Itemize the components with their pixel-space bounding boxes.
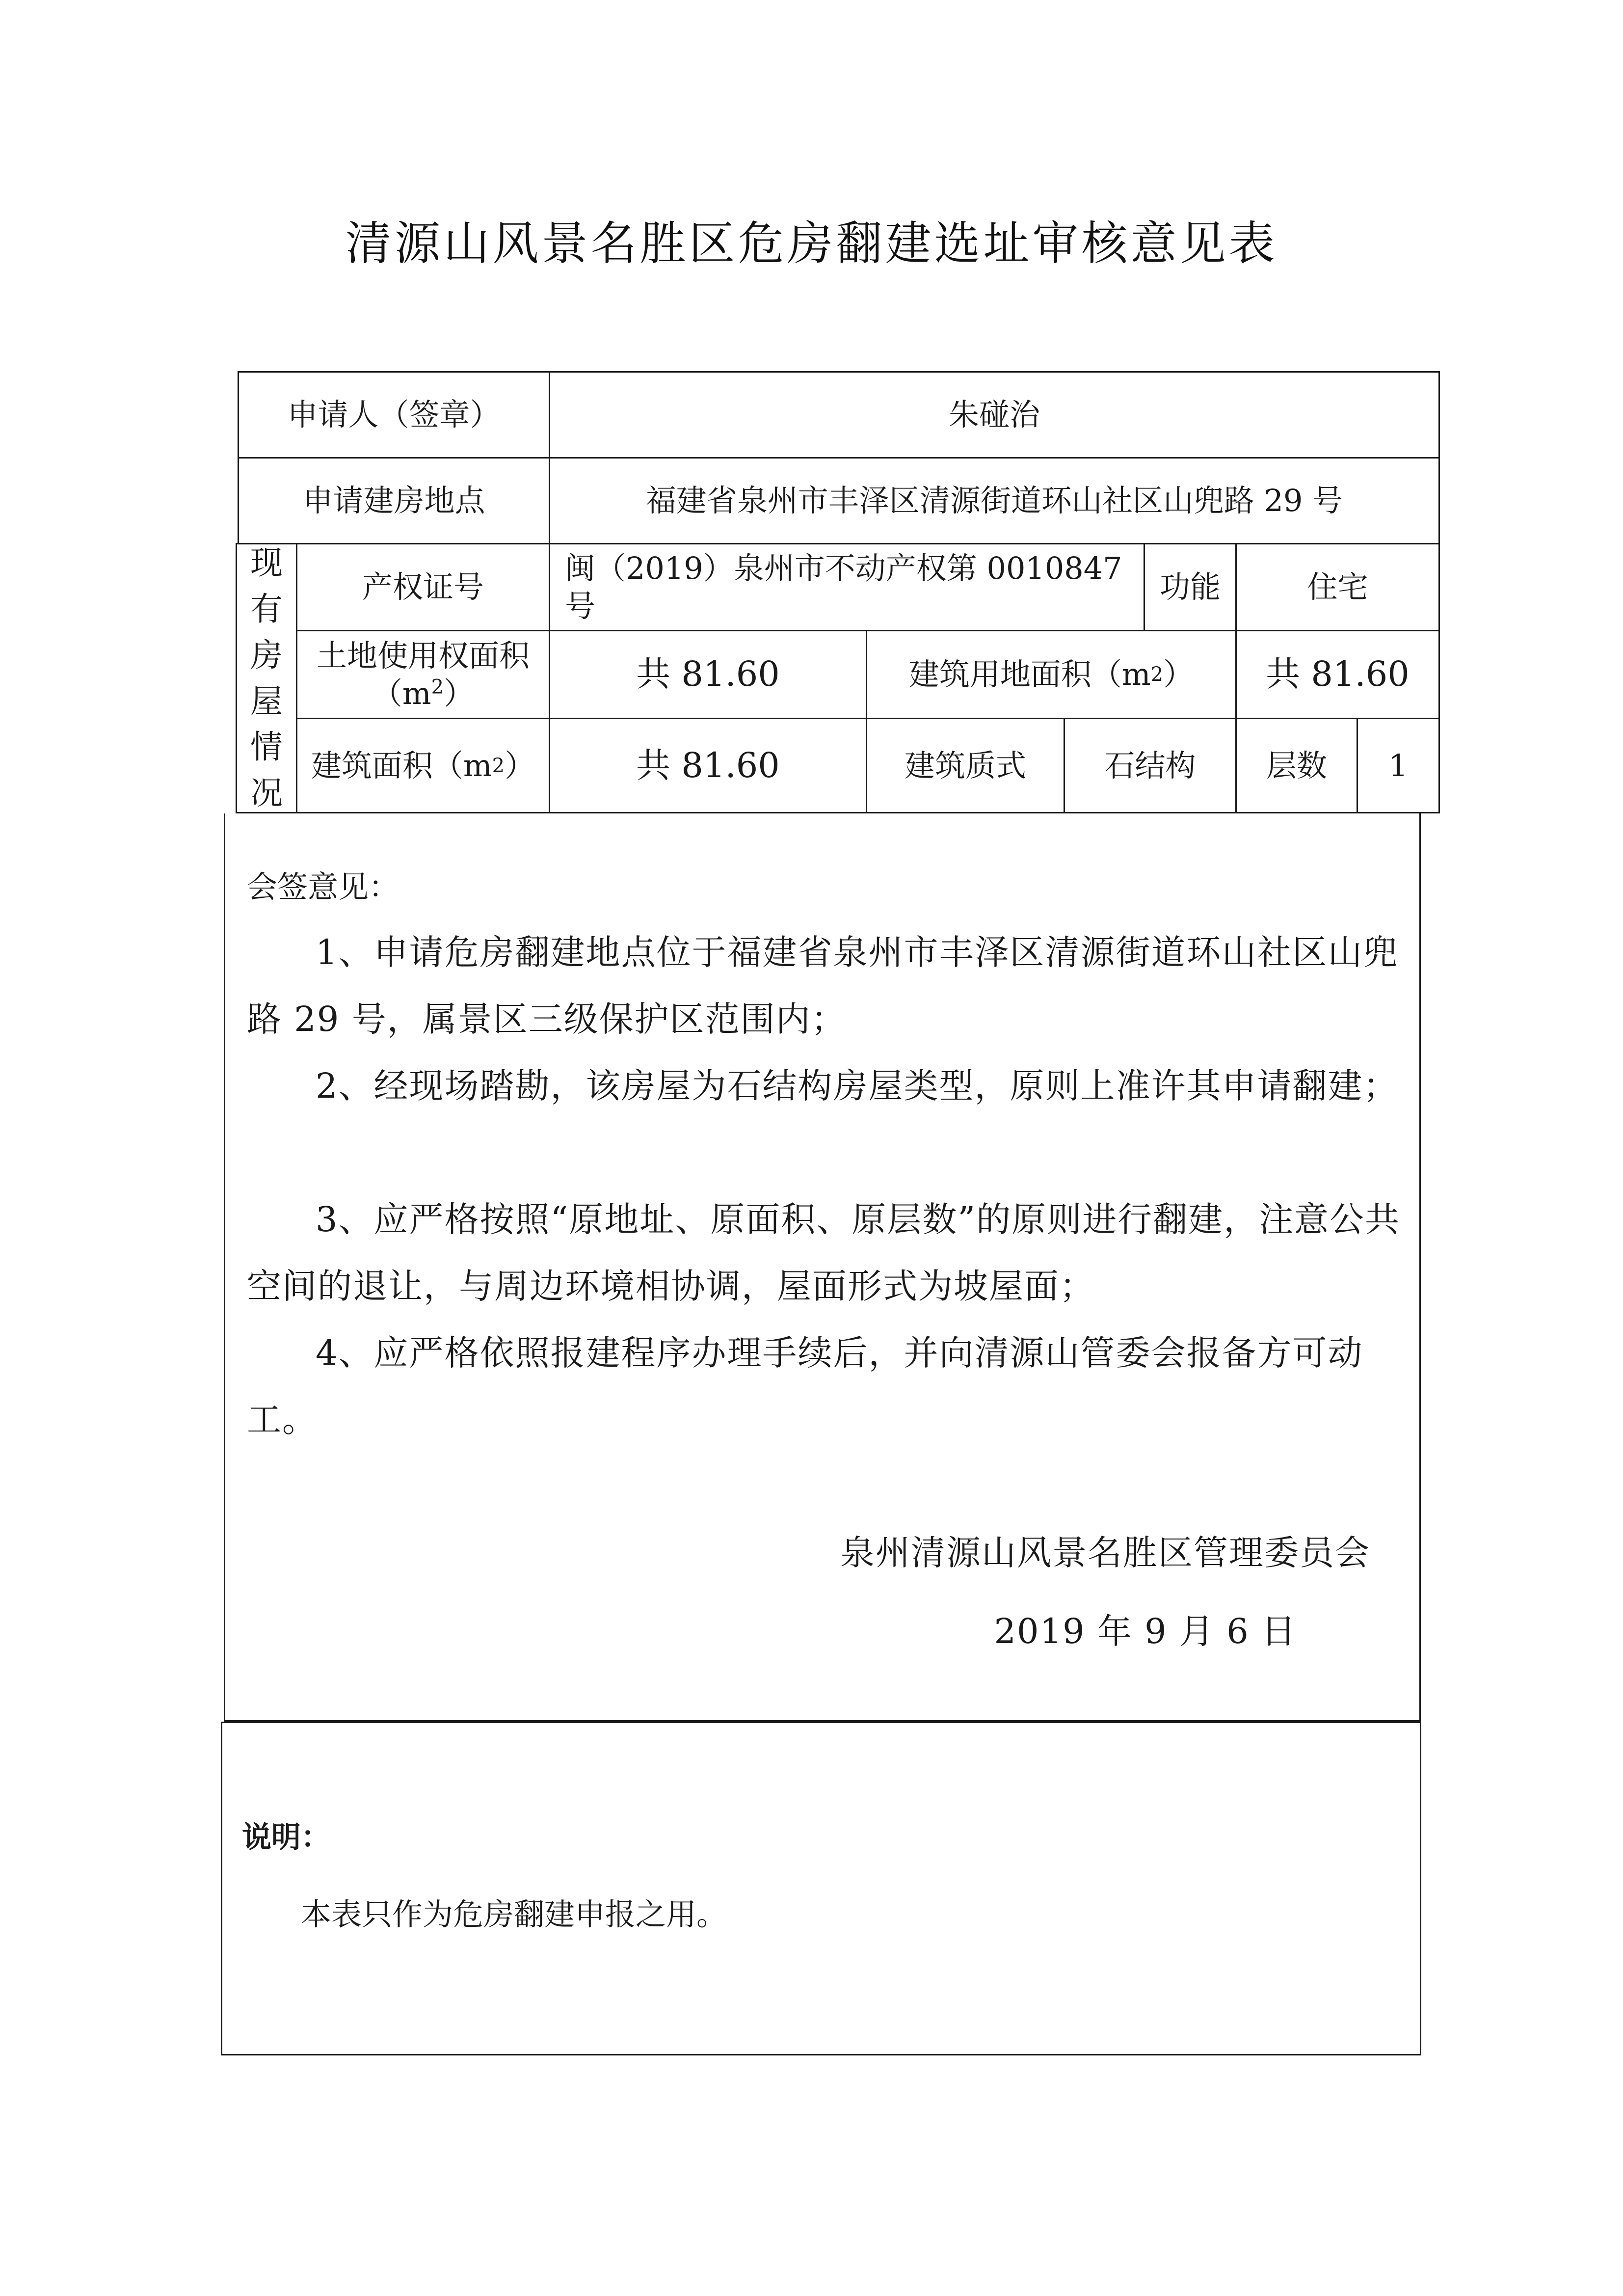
land-area-label-unit-line: $(m^2)$ bbox=[372, 675, 475, 711]
function-label: 功能 bbox=[1144, 543, 1237, 631]
quality-value: 石结构 bbox=[1064, 718, 1237, 813]
floor-area-label: 建筑面积（m 2 ） bbox=[296, 718, 550, 813]
function-value: 住宅 bbox=[1235, 543, 1440, 631]
section-char: 屋 bbox=[250, 682, 283, 720]
cert-value-line2: 号 bbox=[565, 588, 596, 624]
land-area-label-line1: 土地使用权面积 bbox=[316, 637, 530, 674]
applicant-label: 申请人（签章） bbox=[238, 371, 550, 459]
signer: 泉州清源山风景名胜区管理委员会 bbox=[840, 1533, 1370, 1573]
section-char: 现 bbox=[250, 544, 283, 582]
section-char: 况 bbox=[250, 774, 283, 812]
section-char: 情 bbox=[250, 728, 283, 766]
location-value: 福建省泉州市丰泽区清源街道环山社区山兜路 29 号 bbox=[549, 457, 1440, 544]
floors-label: 层数 bbox=[1235, 718, 1358, 813]
cert-value bbox=[549, 543, 1145, 631]
opinion-item-1: 1、申请危房翻建地点位于福建省泉州市丰泽区清源街道环山社区山兜路 29 号，属景区三级保护区范围内； bbox=[247, 932, 1399, 1039]
section-char: 有 bbox=[250, 590, 283, 628]
info-table bbox=[0, 0, 1623, 835]
cert-value-line1: 闽（2019）泉州市不动产权第 0010847 bbox=[565, 550, 1122, 586]
note-title: 说明： bbox=[242, 1820, 330, 1855]
note-section bbox=[221, 1722, 1421, 2055]
opinion-item-2: 2、经现场踏勘，该房屋为石结构房屋类型，原则上准许其申请翻建； bbox=[316, 1066, 1399, 1106]
section-label-existing-house bbox=[236, 543, 297, 813]
building-land-value: 共 81.60 bbox=[1235, 630, 1440, 719]
floors-value: 1 bbox=[1357, 718, 1440, 813]
applicant-value: 朱碰治 bbox=[549, 371, 1440, 459]
opinion-heading: 会签意见： bbox=[247, 869, 399, 905]
note-text: 本表只作为危房翻建申报之用。 bbox=[301, 1896, 727, 1932]
land-area-value: 共 81.60 bbox=[549, 630, 867, 719]
section-char: 房 bbox=[250, 636, 283, 674]
quality-label: 建筑质式 bbox=[866, 718, 1065, 813]
floor-area-value: 共 81.60 bbox=[549, 718, 867, 813]
document-title: 清源山风景名胜区危房翻建选址审核意见表 bbox=[345, 217, 1278, 270]
cert-label: 产权证号 bbox=[296, 543, 550, 631]
location-label: 申请建房地点 bbox=[238, 457, 550, 544]
opinion-section bbox=[224, 813, 1421, 1722]
opinion-item-4: 4、应严格依照报建程序办理手续后，并向清源山管委会报备方可动工。 bbox=[247, 1333, 1363, 1440]
sign-date: 2019 年 9 月 6 日 bbox=[994, 1611, 1297, 1651]
land-area-label bbox=[296, 630, 550, 719]
building-land-label: 建筑用地面积（m 2 ） bbox=[866, 630, 1237, 719]
opinion-item-3: 3、应严格按照“原地址、原面积、原层数”的原则进行翻建，注意公共空间的退让，与周边环境相协调，屋面形式为坡屋面； bbox=[247, 1199, 1401, 1306]
